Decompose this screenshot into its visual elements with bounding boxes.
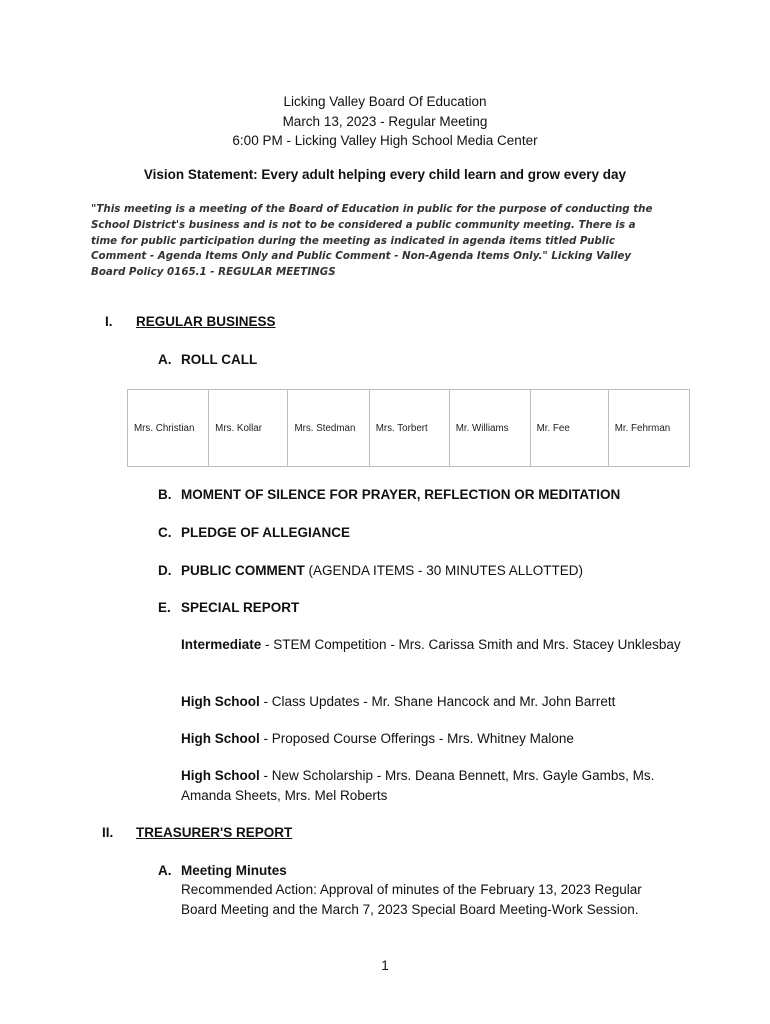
roll-call-cell: Mrs. Torbert — [369, 390, 449, 467]
item-label: PLEDGE OF ALLEGIANCE — [181, 525, 351, 540]
item-letter: A. — [158, 352, 172, 367]
item-letter: B. — [158, 487, 172, 502]
report-text: - New Scholarship - Mrs. Deana Bennett, Mrs. Gayle Gambs, Ms. Amanda Sheets, Mrs. Mel Roberts — [181, 768, 655, 803]
report-text: - Class Updates - Mr. Shane Hancock and Mr. John Barrett — [259, 694, 616, 709]
item-label: Meeting Minutes — [181, 863, 287, 878]
meeting-time-location: 6:00 PM - Licking Valley High School Media Center — [232, 133, 538, 148]
item-letter: C. — [158, 525, 172, 540]
meeting-date: March 13, 2023 - Regular Meeting — [282, 113, 488, 129]
special-report-entry — [181, 729, 681, 749]
item-letter: D. — [158, 563, 172, 578]
disclaimer-line: School District's business and is not to be considered a public community meeting. There is a — [91, 218, 636, 231]
section-title-regular-business: REGULAR BUSINESS — [136, 314, 276, 329]
item-label: ROLL CALL — [181, 352, 258, 367]
disclaimer-line: time for public participation during the meeting as indicated in agenda items titled Public — [91, 234, 615, 247]
meeting-disclaimer — [91, 202, 691, 281]
agenda-item-public-comment — [158, 563, 583, 578]
board-name: Licking Valley Board Of Education — [283, 94, 487, 109]
roll-call-cell: Mr. Williams — [449, 390, 530, 467]
disclaimer-line: Comment - Agenda Items Only and Public Comment - Non-Agenda Items Only." Licking Valley — [91, 250, 632, 263]
roll-call-cell: Mr. Fee — [530, 390, 608, 467]
disclaimer-line: "This meeting is a meeting of the Board of Education in public for the purpose of conducting the — [91, 203, 653, 215]
roll-call-cell: Mrs. Christian — [128, 390, 209, 467]
agenda-item-meeting-minutes — [158, 863, 287, 878]
item-detail: (AGENDA ITEMS - 30 MINUTES ALLOTTED) — [304, 563, 584, 578]
roll-call-cell: Mr. Fehrman — [608, 390, 689, 467]
item-letter: A. — [158, 863, 172, 878]
agenda-item-moment-of-silence — [158, 487, 620, 502]
item-letter: E. — [158, 600, 171, 615]
report-school: Intermediate — [181, 637, 262, 652]
agenda-item-pledge — [158, 525, 350, 540]
special-report-entry — [181, 635, 681, 655]
item-label: PUBLIC COMMENT — [181, 563, 305, 578]
roll-call-cell: Mrs. Kollar — [209, 390, 288, 467]
agenda-item-special-report — [158, 600, 299, 615]
recommended-action: Recommended Action: Approval of minutes of the February 13, 2023 Regular Board Meeting and the March 7, 2023 Special Board Meeting-Work Session. — [181, 882, 642, 917]
item-label: MOMENT OF SILENCE FOR PRAYER, REFLECTION OR MEDITATION — [181, 487, 621, 502]
roll-call-cell: Mrs. Stedman — [288, 390, 369, 467]
agenda-item-roll-call — [158, 352, 257, 367]
special-report-entry — [181, 766, 681, 806]
vision-statement: Vision Statement: Every adult helping every child learn and grow every day — [143, 167, 627, 182]
disclaimer-line: Board Policy 0165.1 - REGULAR MEETINGS — [91, 266, 336, 279]
section-number: II. — [102, 825, 114, 840]
table-row — [128, 390, 690, 467]
report-school: High School — [181, 694, 260, 709]
report-school: High School — [181, 768, 260, 783]
section-title-treasurers-report: TREASURER'S REPORT — [136, 825, 293, 840]
report-school: High School — [181, 731, 260, 746]
item-label: SPECIAL REPORT — [181, 600, 300, 615]
report-text: - STEM Competition - Mrs. Carissa Smith and Mrs. Stacey Unklesbay — [261, 637, 681, 652]
special-report-entry — [181, 692, 681, 712]
document-header — [0, 92, 770, 151]
roll-call-table — [127, 389, 690, 467]
report-text: - Proposed Course Offerings - Mrs. Whitney Malone — [259, 731, 574, 746]
page-number: 1 — [381, 958, 389, 973]
section-number: I. — [105, 314, 113, 329]
